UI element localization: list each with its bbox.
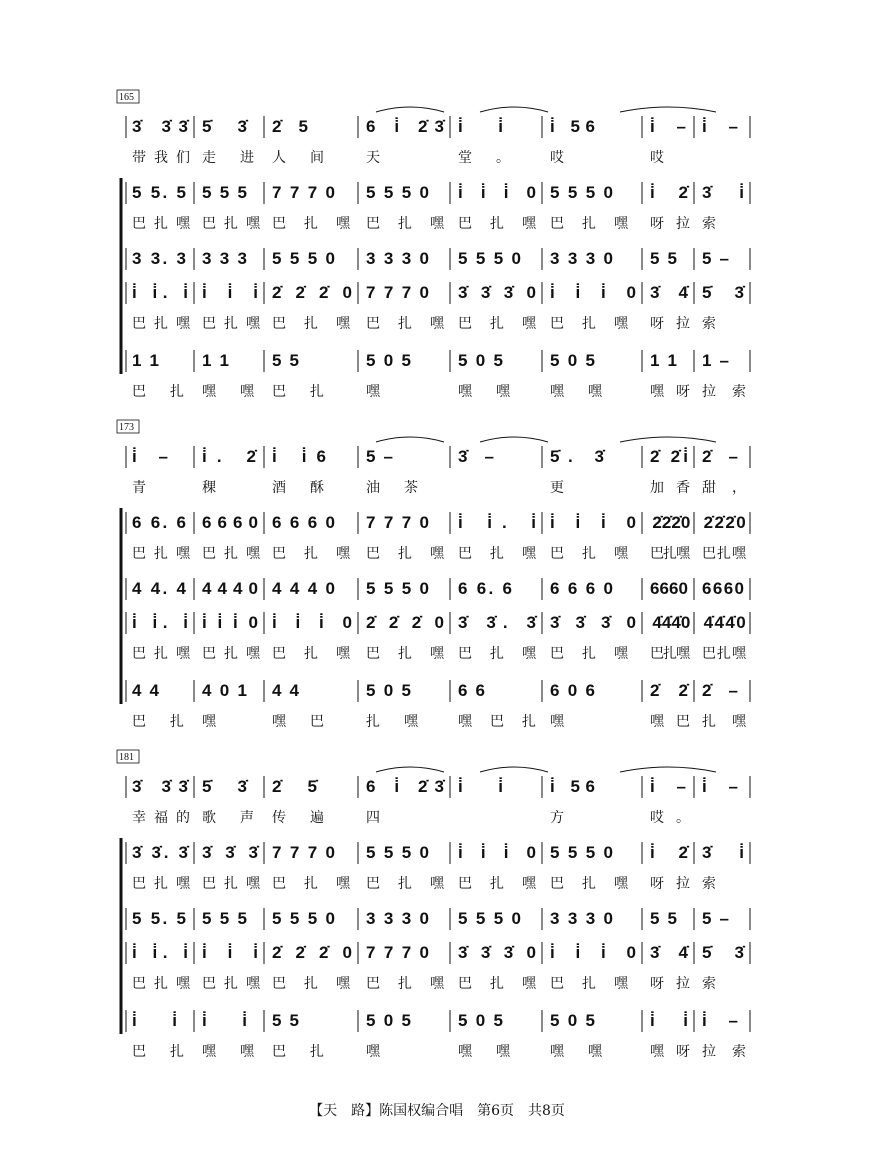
notes-measure: 5 0 5 [550, 351, 595, 370]
notes-measure: 7 7 7 0 [272, 183, 335, 202]
notes-measure: i̇ i̇ i̇ [202, 283, 258, 302]
measure-number: 173 [119, 422, 134, 433]
notes-measure: 3̇ 3̇3̇ [132, 777, 188, 796]
notes-measure: i̇ – [650, 777, 686, 796]
lyric-measure: 油茶 [366, 480, 418, 496]
notes-measure: i̇ i̇. i̇ [458, 513, 536, 532]
notes-measure: 5 5 5 0 [458, 909, 521, 928]
lyric-measure: 天 [366, 150, 380, 166]
notes-measure: 7 7 7 0 [272, 843, 335, 862]
lyric-measure: 巴扎嘿 [366, 316, 444, 332]
lyric-measure: 呀拉 [650, 216, 690, 232]
notes-measure: 3̇ 3̇. 3̇ [132, 843, 188, 862]
notes-measure: 2̇ 5 [272, 117, 308, 136]
notes-measure: 5̇ 3̇ [702, 943, 744, 962]
notes-measure: i̇ i̇ [458, 777, 503, 796]
measure-number: 181 [119, 752, 134, 763]
lyric-measure: 稞 [202, 480, 216, 496]
lyric-measure: 巴扎嘿 [272, 646, 350, 662]
notes-measure: 6 6 6 0 [702, 579, 744, 598]
notes-measure: 5 0 5 [458, 351, 503, 370]
notes-measure: i̇ 56 [550, 777, 595, 796]
notes-measure: 5̇ 3̇ [202, 777, 247, 796]
notes-measure: 5 – [702, 909, 729, 928]
lyric-measure: 巴扎嘿 [202, 876, 260, 892]
lyric-measure: 嘿嘿 [550, 1044, 602, 1060]
notes-measure: 5 0 5 [550, 1011, 595, 1030]
lyric-measure: 更 [550, 480, 564, 496]
lyric-measure: 巴扎嘿 [366, 216, 444, 232]
notes-measure: 5̇. 3̇ [550, 447, 604, 466]
lyric-measure: 巴扎嘿 [132, 876, 190, 892]
lyric-measure: 堂。 [458, 150, 510, 166]
page-footer: 【天 路】陈国权编合唱 第6页 共8页 [309, 1103, 565, 1119]
notes-measure: 5 0 5 [366, 351, 411, 370]
lyric-measure: 索 [702, 976, 716, 992]
lyric-measure: 呀拉 [650, 976, 690, 992]
notes-measure: 5 5 5 0 [550, 843, 613, 862]
slur [376, 767, 444, 772]
lyric-measure: 巴扎嘿 [366, 546, 444, 562]
notes-measure: 2̇ 2̇ 2̇ 0 [652, 513, 691, 532]
lyric-measure: 嘿嘿 [550, 384, 602, 400]
lyric-measure: 呀拉 [650, 876, 690, 892]
notes-measure: 3̇ 3̇ 3̇ 0 [458, 283, 536, 302]
notes-measure: 4 4 4 0 [272, 579, 335, 598]
notes-measure: 5 5 [650, 909, 677, 928]
lyric-measure: 巴扎嘿 [458, 546, 536, 562]
notes-measure: 3̇ i̇ [702, 843, 744, 862]
lyric-measure: 嘿巴 [650, 714, 690, 730]
lyric-measure: 巴扎嘿 [132, 216, 190, 232]
notes-measure: 5 5 5 0 [550, 183, 613, 202]
notes-measure: i̇ i̇ i̇ 0 [550, 513, 636, 532]
notes-measure: i̇ i̇ [202, 1011, 247, 1030]
lyric-measure: 巴扎嘿 [272, 216, 350, 232]
notes-measure: i̇ i̇. i̇ [132, 943, 188, 962]
notes-measure: 2̇ 5̇ [272, 777, 317, 796]
lyric-measure: 巴扎嘿 [132, 976, 190, 992]
notes-measure: 4 4 [272, 681, 299, 700]
measure-number: 165 [119, 92, 134, 103]
notes-measure: 5 5 [272, 1011, 299, 1030]
lyric-measure: 甜， [702, 480, 746, 496]
notes-measure: 2̇ 2̇ 2̇ 0 [703, 513, 746, 532]
lyric-measure: 哎。 [650, 810, 690, 826]
lyric-measure: 巴扎嘿 [366, 646, 444, 662]
notes-measure: i̇. 2̇ [202, 447, 256, 466]
lyric-measure: 带我们 [132, 150, 190, 166]
system-165 [117, 90, 750, 400]
lyric-measure: 巴扎嘿 [458, 316, 536, 332]
notes-measure: i̇ – [132, 447, 168, 466]
notes-measure: 6 i̇ 2̇3̇ [366, 117, 444, 136]
notes-measure: 5 5 5 [202, 183, 247, 202]
notes-measure: 2̇ 2̇i̇ [650, 447, 688, 466]
lyric-measure: 巴扎嘿 [132, 316, 190, 332]
lyric-measure: 巴扎 [272, 1044, 324, 1060]
notes-measure: i̇ i̇ [132, 1011, 177, 1030]
notes-measure: 1 1 [132, 351, 159, 370]
lyric-measure: 巴扎嘿 [550, 316, 628, 332]
lyric-measure: 索 [702, 876, 716, 892]
lyric-measure: 巴扎嘿 [650, 646, 690, 662]
notes-measure: 6 6. 6 [458, 579, 512, 598]
notes-measure: i̇ 56 [550, 117, 595, 136]
notes-measure: 5 5 5 0 [366, 579, 429, 598]
lyric-measure: 哎 [550, 150, 564, 166]
lyric-measure: 嘿 [366, 1044, 380, 1060]
notes-measure: 7 7 7 0 [366, 513, 429, 532]
lyric-measure: 嘿呀 [650, 384, 690, 400]
notes-measure: 1 – [702, 351, 729, 370]
notes-measure: 3̇ 3̇3̇ [132, 117, 188, 136]
notes-measure: 6 6 6 0 [550, 579, 613, 598]
notes-measure: i̇ i̇ i̇ 0 [272, 613, 352, 632]
lyric-measure: 巴扎嘿 [702, 646, 746, 662]
notes-measure: 1 1 [650, 351, 677, 370]
notes-measure: i̇ – [650, 117, 686, 136]
notes-measure: i̇ i̇. i̇ [132, 283, 188, 302]
notes-measure: 3̇ 4̇ [650, 283, 688, 302]
notes-measure: 3 3 3 [202, 249, 247, 268]
lyric-measure: 巴扎嘿 [202, 216, 260, 232]
slur [620, 767, 716, 772]
slur [620, 437, 716, 442]
notes-measure: i̇ i̇ i̇ 0 [458, 183, 536, 202]
slur [480, 107, 548, 112]
lyric-measure: 幸福的 [132, 810, 190, 826]
notes-measure: 5 5 [650, 249, 677, 268]
notes-measure: 3̇ 3̇ 3̇ [202, 843, 258, 862]
lyric-measure: 巴扎嘿 [458, 876, 536, 892]
lyric-measure: 嘿 [366, 384, 380, 400]
notes-measure: 5 – [702, 249, 729, 268]
notes-measure: 5 5 5 0 [366, 183, 429, 202]
slur [376, 107, 444, 112]
notes-measure: 2̇ 2̇ [650, 681, 688, 700]
lyric-measure: 哎 [650, 150, 664, 166]
notes-measure: 2̇ 2̇ 2̇ 0 [366, 613, 444, 632]
notes-measure: 3̇ 3̇. 3̇ [458, 613, 536, 632]
notes-measure: 5 5 5 0 [458, 249, 521, 268]
notes-measure: 6 0 6 [550, 681, 595, 700]
notes-measure: i̇ i̇ i̇ 0 [458, 843, 536, 862]
lyric-measure: 巴扎嘿 [550, 876, 628, 892]
lyric-measure: 走进 [202, 150, 254, 166]
notes-measure: 6 i̇ 2̇3̇ [366, 777, 444, 796]
lyric-measure: 巴扎嘿 [272, 316, 350, 332]
notes-measure: i̇ i̇ i̇ 0 [202, 613, 258, 632]
notes-measure: 4 0 1 [202, 681, 247, 700]
notes-measure: 5 5 5 [202, 909, 247, 928]
notes-measure: 6 6 6 0 [272, 513, 335, 532]
lyric-measure: 巴扎嘿 [366, 876, 444, 892]
lyric-measure: 巴扎嘿 [550, 976, 628, 992]
lyric-measure: 人间 [272, 150, 324, 166]
lyric-measure: 嘿 [550, 714, 564, 730]
notes-measure: 3̇ 4̇ [650, 943, 688, 962]
notes-measure: 2̇ – [702, 681, 738, 700]
lyric-measure: 歌声 [202, 810, 254, 826]
lyric-measure: 巴扎嘿 [458, 646, 536, 662]
notes-measure: i̇ i̇ i̇ 0 [550, 283, 636, 302]
lyric-measure: 四 [366, 810, 380, 826]
lyric-measure: 巴扎嘿 [458, 976, 536, 992]
notes-measure: 5 0 5 [366, 1011, 411, 1030]
lyric-measure: 巴扎嘿 [550, 546, 628, 562]
notes-measure: i̇ – [702, 117, 738, 136]
notes-measure: i̇ i̇ i̇ 0 [550, 943, 636, 962]
lyric-measure: 拉索 [702, 1044, 746, 1060]
notes-measure: i̇ i̇ [458, 117, 503, 136]
lyric-measure: 嘿 [202, 714, 216, 730]
lyric-measure: 方 [550, 810, 564, 826]
notes-measure: 5 5. 5 [132, 183, 186, 202]
notes-measure: i̇ i̇6 [272, 447, 326, 466]
notes-measure: 2̇ 2̇ 2̇ 0 [272, 283, 352, 302]
notes-measure: 5 0 5 [366, 681, 411, 700]
notes-measure: 5̇ 3̇ [202, 117, 247, 136]
notes-measure: i̇ 2̇ [650, 183, 688, 202]
notes-measure: 5 – [366, 447, 393, 466]
notes-measure: 5 5. 5 [132, 909, 186, 928]
lyric-measure: 索 [702, 216, 716, 232]
lyric-measure: 巴扎 [132, 714, 184, 730]
lyric-measure: 巴扎嘿 [650, 546, 690, 562]
lyric-measure: 嘿巴扎 [458, 714, 536, 730]
notes-measure: 2̇ – [702, 447, 738, 466]
notes-measure: 5 0 5 [458, 1011, 503, 1030]
lyric-measure: 酒酥 [272, 480, 324, 496]
lyric-measure: 巴扎嘿 [272, 976, 350, 992]
system-173 [117, 420, 750, 730]
notes-measure: 5 5 5 0 [272, 909, 335, 928]
notes-measure: i̇ i̇ [650, 1011, 688, 1030]
notes-measure: 4 4 [132, 681, 159, 700]
notes-measure: 5̇ 3̇ [702, 283, 744, 302]
notes-measure: 7 7 7 0 [366, 283, 429, 302]
lyric-measure: 巴扎嘿 [550, 216, 628, 232]
lyric-measure: 嘿呀 [650, 1044, 690, 1060]
notes-measure: 3̇ 3̇ 3̇ 0 [550, 613, 636, 632]
lyric-measure: 扎嘿 [702, 714, 746, 730]
lyric-measure: 巴扎 [272, 384, 324, 400]
notes-measure: 4̇ 4̇ 4̇ 0 [703, 613, 746, 632]
notes-measure: 3 3 3 0 [550, 249, 613, 268]
lyric-measure: 巴扎嘿 [202, 316, 260, 332]
lyric-measure: 拉索 [702, 384, 746, 400]
notes-measure: 3̇ i̇ [702, 183, 744, 202]
lyric-measure: 巴扎嘿 [202, 646, 260, 662]
slur [376, 437, 444, 442]
notes-measure: i̇ – [702, 777, 738, 796]
slur [620, 107, 716, 112]
notes-measure: 3 3. 3 [132, 249, 186, 268]
notes-measure: 6 6 [458, 681, 485, 700]
lyric-measure: 巴扎嘿 [272, 876, 350, 892]
lyric-measure: 巴扎嘿 [272, 546, 350, 562]
lyric-measure: 巴扎 [132, 384, 184, 400]
lyric-measure: 索 [702, 316, 716, 332]
lyric-measure: 巴扎嘿 [702, 546, 746, 562]
lyric-measure: 巴扎嘿 [366, 976, 444, 992]
lyric-measure: 嘿嘿 [202, 1044, 254, 1060]
system-181 [117, 750, 750, 1060]
notes-measure: 4 4 4 0 [202, 579, 258, 598]
notes-measure: 6 6. 6 [132, 513, 186, 532]
notes-measure: 4̇ 4̇ 4̇ 0 [652, 613, 691, 632]
lyric-measure: 呀拉 [650, 316, 690, 332]
notes-measure: i̇ i̇. i̇ [132, 613, 188, 632]
slur [480, 437, 548, 442]
notes-measure: 6 6 6 0 [202, 513, 258, 532]
lyric-measure: 传遍 [272, 810, 324, 826]
notes-measure: 1 1 [202, 351, 229, 370]
lyric-measure: 巴扎嘿 [458, 216, 536, 232]
notes-measure: 4 4. 4 [132, 579, 186, 598]
lyric-measure: 青 [132, 480, 146, 496]
notes-measure: i̇ – [702, 1011, 738, 1030]
notes-measure: i̇ i̇ i̇ [202, 943, 258, 962]
lyric-measure: 巴扎嘿 [202, 546, 260, 562]
slur [480, 767, 548, 772]
lyric-measure: 嘿嘿 [458, 1044, 510, 1060]
lyric-measure: 扎嘿 [366, 714, 418, 730]
notes-measure: 3̇ – [458, 447, 494, 466]
notes-measure: 6 6 6 0 [650, 579, 688, 598]
notes-measure: 7 7 7 0 [366, 943, 429, 962]
notes-measure: 2̇ 2̇ 2̇ 0 [272, 943, 352, 962]
lyric-measure: 嘿嘿 [458, 384, 510, 400]
lyric-measure: 巴扎嘿 [132, 646, 190, 662]
lyric-measure: 巴扎嘿 [132, 546, 190, 562]
notes-measure: i̇ 2̇ [650, 843, 688, 862]
notes-measure: 3 3 3 0 [366, 909, 429, 928]
notes-measure: 5 5 [272, 351, 299, 370]
lyric-measure: 嘿嘿 [202, 384, 254, 400]
lyric-measure: 巴扎 [132, 1044, 184, 1060]
lyric-measure: 嘿巴 [272, 714, 324, 730]
notes-measure: 5 5 5 0 [366, 843, 429, 862]
lyric-measure: 加香 [650, 480, 690, 496]
notes-measure: 3 3 3 0 [550, 909, 613, 928]
notes-measure: 3̇ 3̇ 3̇ 0 [458, 943, 536, 962]
notes-measure: 5 5 5 0 [272, 249, 335, 268]
lyric-measure: 巴扎嘿 [550, 646, 628, 662]
lyric-measure: 巴扎嘿 [202, 976, 260, 992]
notes-measure: 3 3 3 0 [366, 249, 429, 268]
